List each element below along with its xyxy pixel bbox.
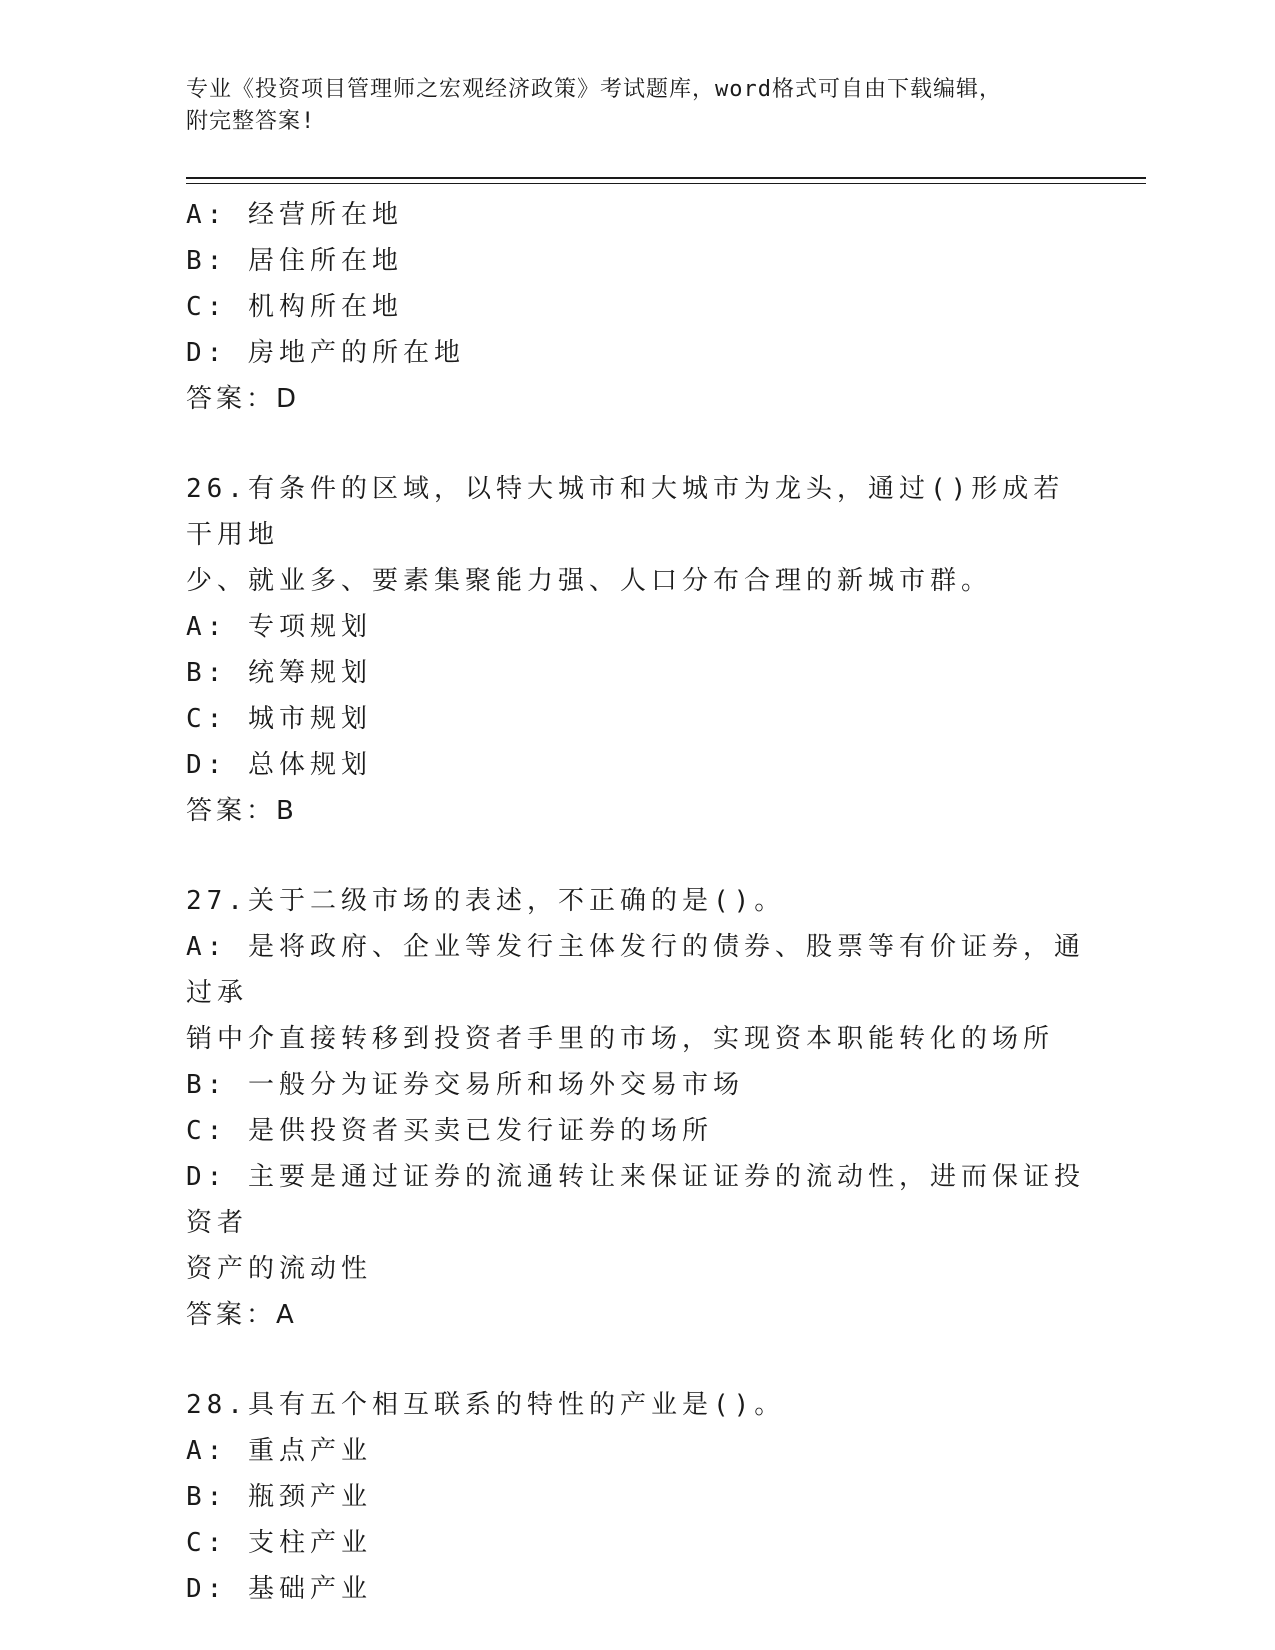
- option-d: D: 房地产的所在地: [186, 338, 465, 368]
- option-a: A: 重点产业: [186, 1436, 372, 1466]
- option-b: B: 一般分为证券交易所和场外交易市场: [186, 1070, 744, 1100]
- option-c: C: 是供投资者买卖已发行证券的场所: [186, 1116, 713, 1146]
- question-27: [186, 878, 1086, 1338]
- question-stem-continued: 少、就业多、要素集聚能力强、人口分布合理的新城市群。: [186, 566, 993, 596]
- question-list: [186, 192, 1086, 1612]
- spacer: [186, 834, 1086, 878]
- option-a: A: 是将政府、企业等发行主体发行的债券、股票等有价证券，通过承: [186, 932, 1085, 1008]
- document-header: [186, 74, 1066, 138]
- option-d: D: 主要是通过证券的流通转让来保证证券的流动性，进而保证投资者: [186, 1162, 1085, 1238]
- question-26: [186, 466, 1086, 834]
- option-a: A: 经营所在地: [186, 200, 403, 230]
- answer-line: 答案：B: [186, 796, 298, 826]
- option-a-continued: 销中介直接转移到投资者手里的市场，实现资本职能转化的场所: [186, 1024, 1055, 1054]
- option-b: B: 瓶颈产业: [186, 1482, 372, 1512]
- spacer: [186, 422, 1086, 466]
- option-c: C: 机构所在地: [186, 292, 403, 322]
- question-stem: 26.有条件的区域，以特大城市和大城市为龙头，通过()形成若干用地: [186, 474, 1065, 550]
- option-d: D: 总体规划: [186, 750, 372, 780]
- header-divider-thick: [186, 177, 1146, 179]
- option-d-continued: 资产的流动性: [186, 1254, 373, 1284]
- header-divider-thin: [186, 183, 1146, 184]
- question-25-continued: [186, 192, 1086, 422]
- question-stem: 28.具有五个相互联系的特性的产业是()。: [186, 1390, 786, 1420]
- option-a: A: 专项规划: [186, 612, 372, 642]
- header-line-1: 专业《投资项目管理师之宏观经济政策》考试题库，word格式可自由下载编辑，: [186, 77, 1002, 102]
- option-b: B: 居住所在地: [186, 246, 403, 276]
- answer-line: 答案：A: [186, 1300, 298, 1330]
- option-b: B: 统筹规划: [186, 658, 372, 688]
- answer-line: 答案：D: [186, 384, 301, 414]
- spacer: [186, 1338, 1086, 1382]
- question-28: [186, 1382, 1086, 1612]
- question-stem: 27.关于二级市场的表述，不正确的是()。: [186, 886, 786, 916]
- option-c: C: 支柱产业: [186, 1528, 372, 1558]
- option-d: D: 基础产业: [186, 1574, 372, 1604]
- option-c: C: 城市规划: [186, 704, 372, 734]
- header-line-2: 附完整答案!: [186, 109, 316, 134]
